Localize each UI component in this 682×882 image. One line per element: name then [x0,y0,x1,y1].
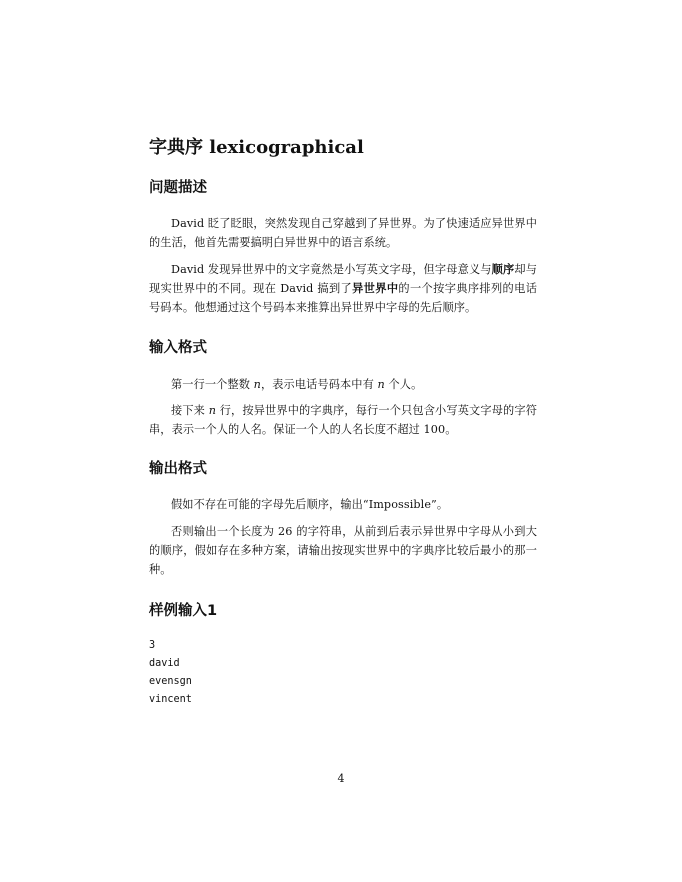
page-number: 4 [337,772,345,785]
problem-paragraph-2 [149,260,537,317]
input-paragraph-1-text-b: ，表示电话号码本中有 [260,378,378,391]
input-variable-n-3: n [208,404,217,417]
input-paragraph-1 [149,375,537,394]
output-paragraph-2: 否则输出一个长度为 26 的字符串，从前到后表示异世界中字母从小到大的顺序，假如存在多种方案，请输出按现实世界中的字典序比较后最小的那一种。 [149,525,537,576]
input-paragraph-2-text-a: 接下来 [171,404,209,417]
problem-paragraph-2-bold-order: 顺序 [491,263,515,276]
sample-input-line: 3 [149,640,156,651]
section-heading-output: 输出格式 [149,461,207,477]
sample-input-line: evensgn [149,676,192,687]
input-paragraph-1-text-a: 第一行一个整数 [171,378,254,391]
problem-paragraph-1: David 眨了眨眼，突然发现自己穿越到了异世界。为了快速适应异世界中的生活，他首先需要搞明白异世界中的语言系统。 [149,217,537,249]
input-paragraph-2-text-b: 行，按异世界中的字典序，每行一个只包含小写英文字母的字符串，表示一个人的人名。保证一个人的人名长度不超过 100。 [149,404,537,436]
section-heading-input: 输入格式 [149,340,207,356]
problem-paragraph-2-text-b: 却与现实世界中的不同。现在 David 搞到了 [149,263,537,295]
document-content [149,136,537,709]
sample-input-line: david [149,658,180,669]
input-paragraph-2 [149,401,537,439]
sample-input-code-block [149,637,537,709]
input-paragraph-1-text-c: 个人。 [384,378,423,391]
page-title: 字典序 lexicographical [149,137,364,158]
problem-paragraph-2-text-c: 的一个按字典序排列的电话号码本。他想通过这个号码本来推算出异世界中字母的先后顺序。 [149,282,537,314]
problem-paragraph-2-text-a: David 发现异世界中的文字竟然是小写英文字母，但字母意义与 [171,263,492,276]
problem-paragraph-2-bold-otherworld: 异世界中 [352,282,399,295]
sample-input-line: vincent [149,694,192,705]
section-heading-sample-input: 样例输入1 [149,603,218,619]
section-heading-problem: 问题描述 [149,180,207,196]
input-variable-n-1: n [253,378,261,391]
output-paragraph-1: 假如不存在可能的字母先后顺序，输出“Impossible”。 [171,498,449,511]
input-variable-n-2: n [377,378,385,391]
